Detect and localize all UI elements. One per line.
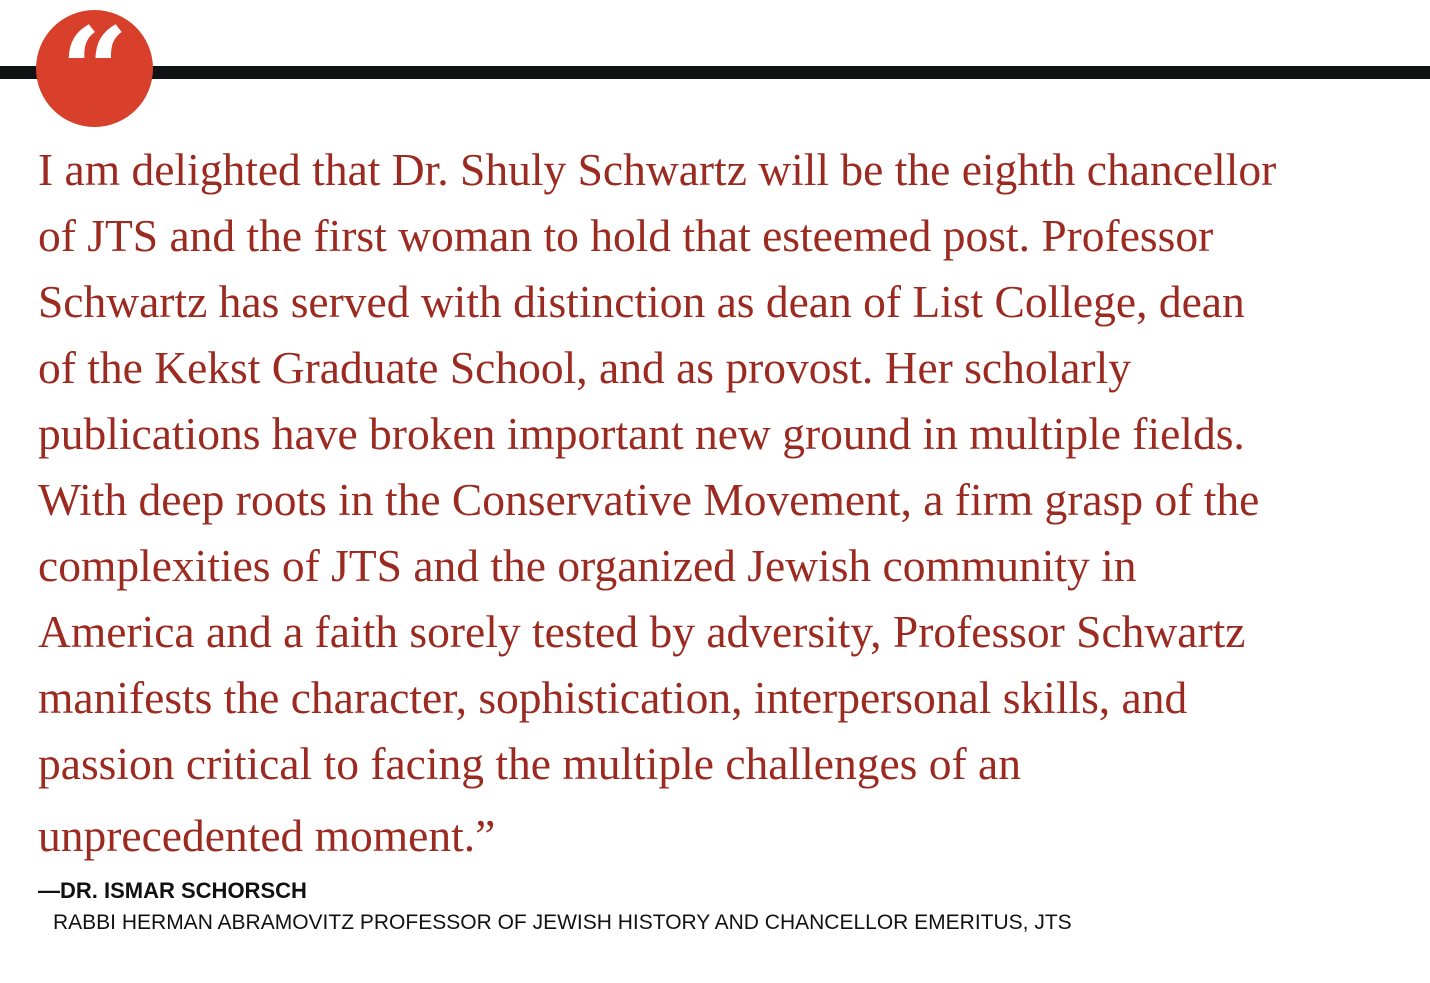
quote-line: Schwartz has served with distinction as dean of List College, dean — [38, 276, 1245, 327]
quote-line: America and a faith sorely tested by adversity, Professor Schwartz — [38, 606, 1246, 657]
quote-badge — [36, 1, 153, 140]
quote-line: manifests the character, sophistication, interpersonal skills, and — [38, 672, 1188, 723]
quote-line: complexities of JTS and the organized Jewish community in — [38, 540, 1137, 591]
horizontal-rule — [0, 66, 1430, 79]
quote-line: of the Kekst Graduate School, and as provost. Her scholarly — [38, 342, 1131, 393]
quote-line: I am delighted that Dr. Shuly Schwartz will be the eighth chancellor — [38, 144, 1277, 195]
quote-line: With deep roots in the Conservative Movement, a firm grasp of the — [38, 474, 1260, 525]
pull-quote — [38, 137, 1276, 869]
attribution-title: RABBI HERMAN ABRAMOVITZ PROFESSOR OF JEWISH HISTORY AND CHANCELLOR EMERITUS, JTS — [53, 911, 1072, 934]
attribution-name: —DR. ISMAR SCHORSCH — [38, 878, 307, 903]
quote-line: unprecedented moment.” — [38, 810, 496, 861]
quote-line: publications have broken important new ground in multiple fields. — [38, 408, 1245, 459]
quote-line: of JTS and the first woman to hold that esteemed post. Professor — [38, 210, 1214, 261]
quote-mark-icon: “ — [60, 1, 129, 140]
quote-line: passion critical to facing the multiple challenges of an — [38, 738, 1021, 789]
